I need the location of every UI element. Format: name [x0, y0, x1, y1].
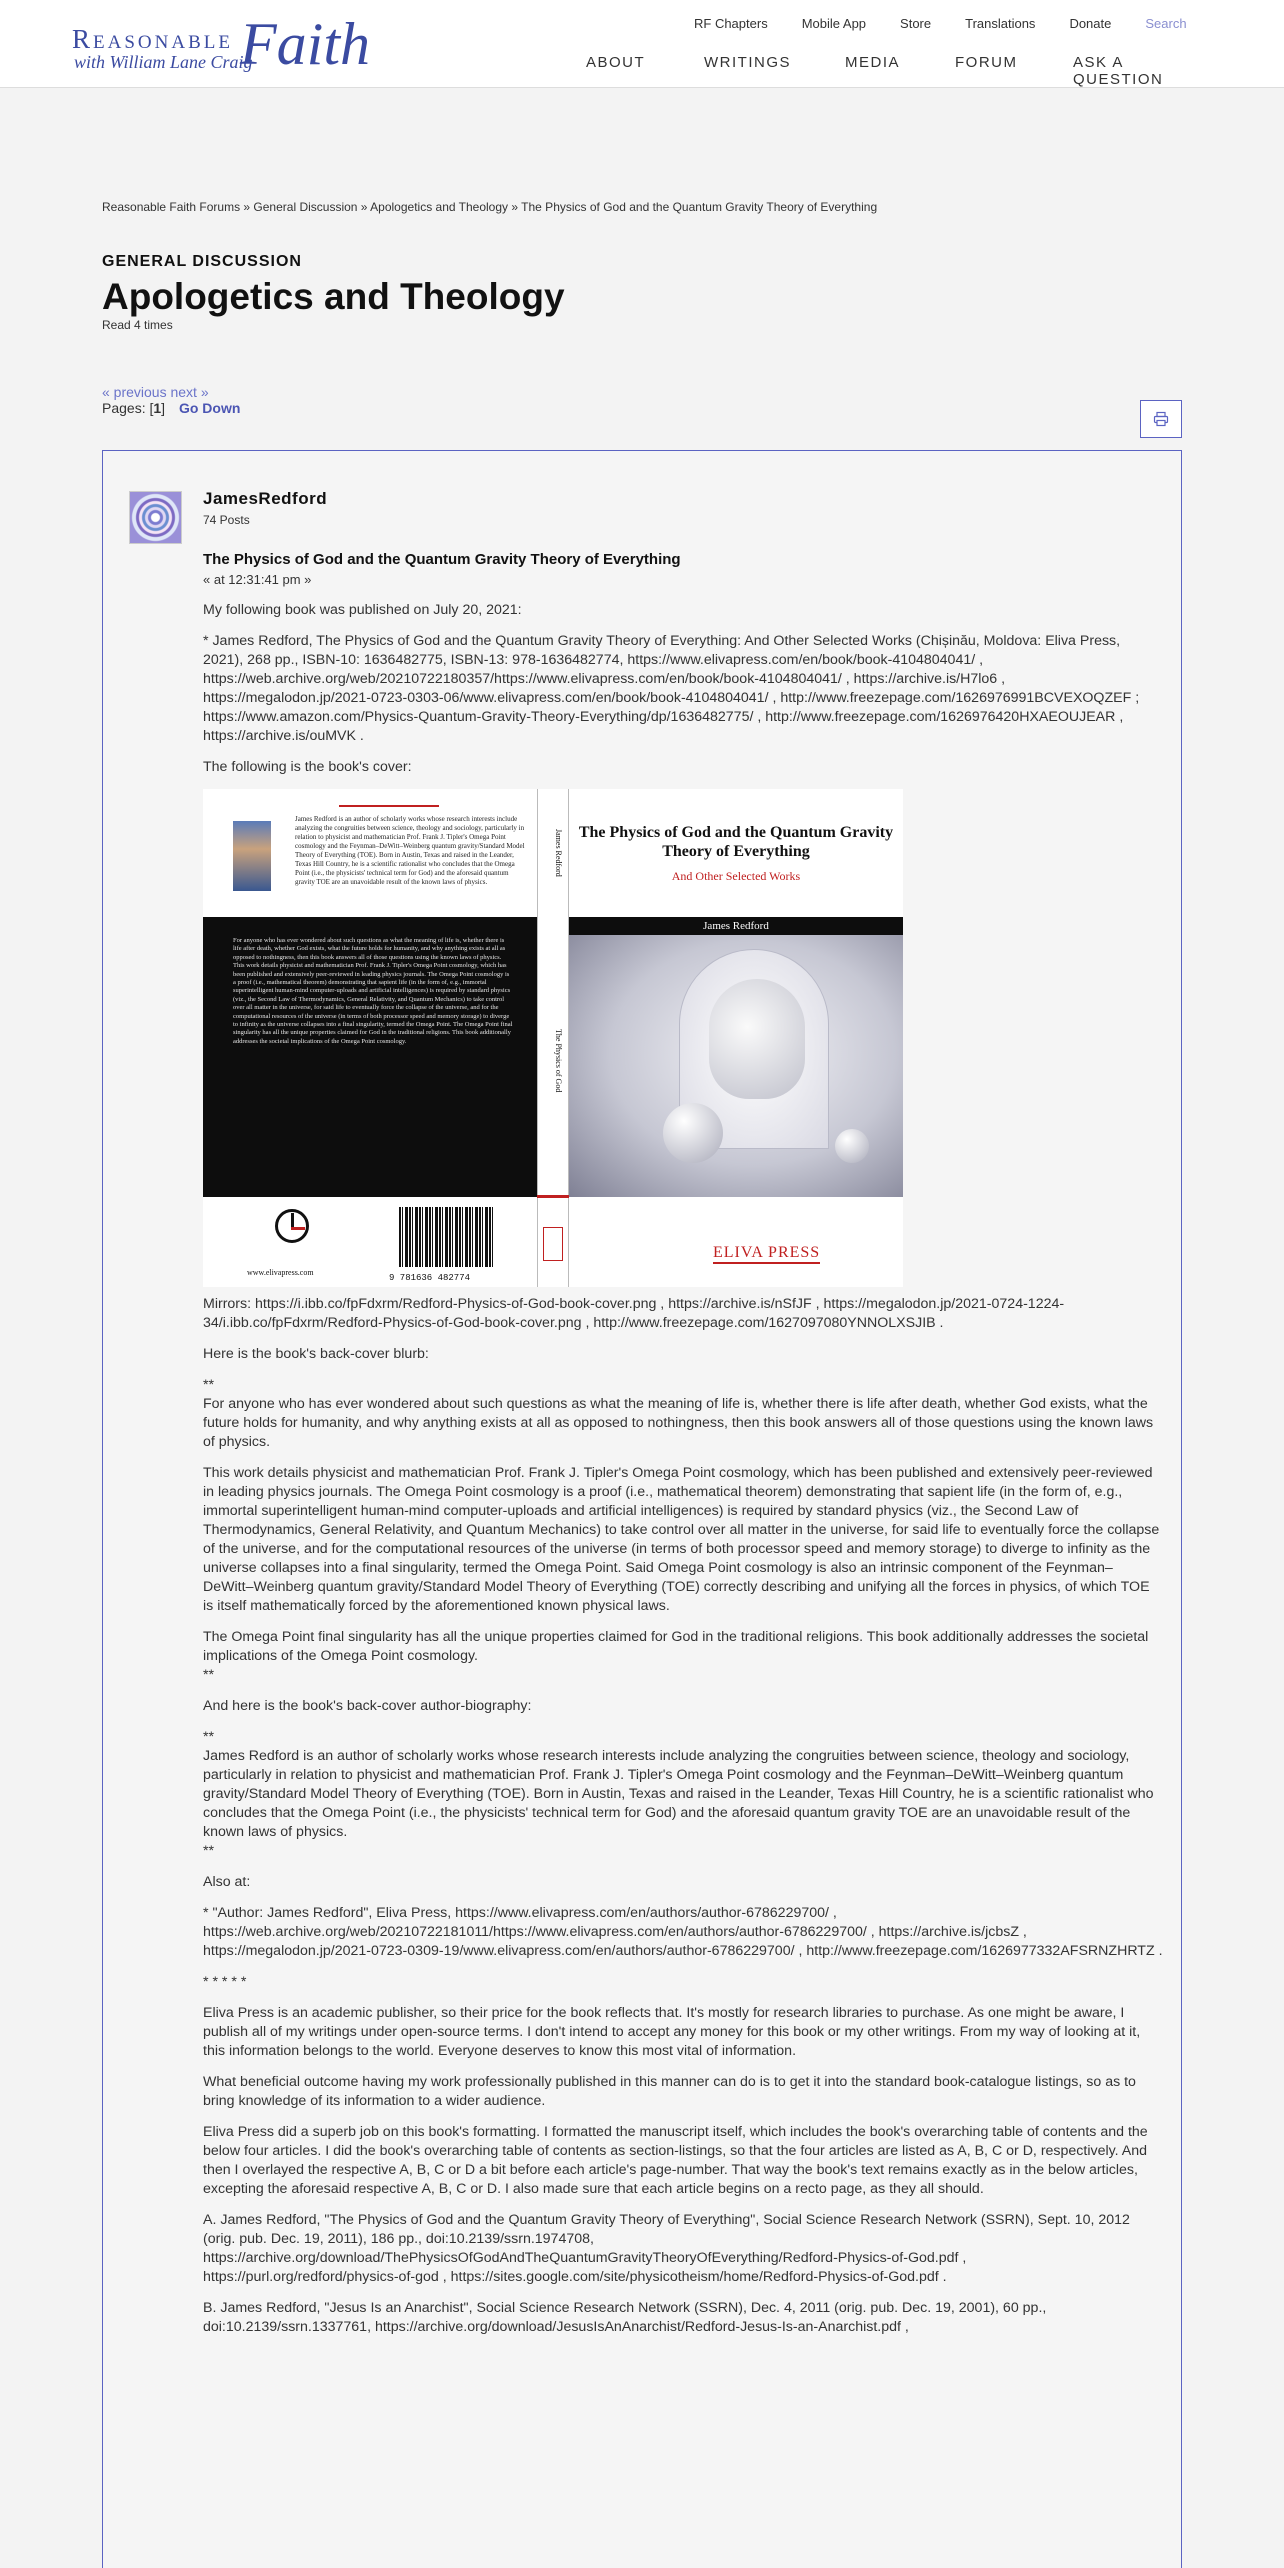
post-paragraph: Also at: — [203, 1874, 251, 1890]
cover-sphere — [835, 1129, 869, 1163]
post-paragraph: * James Redford, The Physics of God and the Quantum Gravity Theory of Everything: And Other Selected Works (Chișinău, Moldova: Eliva Press, 2021), 268 pp., ISBN-10: 1636482775, ISBN-13: 978-1636482774, https://www.elivapress.com/en/book/book-4104804041/ , https://web.archive.org/web/20210722180357/https://www.elivapress.com/en/book/book-4104804041/ , https://archive.is/H7lo6 , https://megalodon.jp/2021-0723-0303-06/www.elivapress.com/en/book/book-4104804041/ , http://www.freezepage.com/1626976991BCVEXOQZEF ; https://www.amazon.com/Physics-Quantum-Gravity-Theory-Everything/dp/1636482775/ , http://www.freezepage.com/1626976420HXAEOUJEAR , https://archive.is/ouMVK . — [203, 633, 1140, 744]
pagination — [102, 400, 240, 416]
print-button[interactable] — [1140, 400, 1182, 438]
post-paragraph: * "Author: James Redford", Eliva Press, https://www.elivapress.com/en/authors/author-6786229700/ , https://web.archive.org/web/20210722181011/https://www.elivapress.com/en/authors/author-6786229700/ , https://archive.is/jcbsZ , https://megalodon.jp/2021-0723-0309-19/www.elivapress.com/en/authors/author-6786229700/ , http://www.freezepage.com/1626977332AFSRNZHRTZ . — [203, 1905, 1163, 1959]
post-paragraph: Eliva Press did a superb job on this book's formatting. I formatted the manuscript itself, which includes the book's overarching table of contents and the below four articles. I did the book's overarching table of contents as section-listings, so that the four articles are listed as A, B, C or D, respectively. And then I overlayed the respective A, B, C or D a bit before each article's page-number. That way the book's text remains exactly as in the below articles, excepting the aforesaid respective A, B, C or D. I also made sure that each article begins on a recto page, as they all should. — [203, 2124, 1148, 2197]
breadcrumb-separator: » — [508, 200, 522, 214]
post-author[interactable]: JamesRedford — [203, 489, 328, 508]
util-link-rf-chapters[interactable]: RF Chapters — [694, 16, 768, 31]
printer-icon — [1153, 411, 1169, 427]
cover-author-bio: James Redford is an author of scholarly works whose research interests include analyzing the congruities between science, theology and sociology, particularly in relation to physicist and mathematician Prof. Frank J. Tipler's Omega Point cosmology and the Feynman–DeWitt–Weinberg quantum gravity/Standard Model Theory of Everything (TOE). Born in Austin, Texas and raised in the Leander, Texas Hill Country, he is a scientific rationalist who concludes that the Omega Point (i.e., the physicists' technical term for God) and the aforesaid quantum gravity TOE are an unavoidable result of the known laws of physics. — [295, 815, 525, 886]
post-paragraph: * * * * * — [203, 1974, 247, 1990]
cover-subtitle: And Other Selected Works — [671, 869, 801, 883]
search-input[interactable]: Search — [1145, 16, 1187, 31]
book-cover-image — [203, 789, 903, 1287]
spine-rule — [537, 1195, 569, 1198]
post-body — [203, 601, 1163, 2349]
breadcrumb-link-board[interactable]: Apologetics and Theology — [370, 200, 509, 214]
spine-publisher-logo — [543, 1227, 563, 1261]
cover-title: The Physics of God and the Quantum Gravity Theory of Everything — [578, 824, 894, 860]
post-paragraph: And here is the book's back-cover author-biography: — [203, 1698, 532, 1714]
post-title[interactable]: The Physics of God and the Quantum Gravity Theory of Everything — [203, 551, 681, 568]
spine-author: James Redford — [554, 829, 563, 877]
util-link-donate[interactable]: Donate — [1069, 16, 1112, 31]
nav-forum[interactable]: FORUM — [955, 54, 1018, 71]
clock-hand — [291, 1227, 305, 1230]
util-link-translations[interactable]: Translations — [965, 16, 1036, 31]
publisher-logo: ELIVA PRESS — [713, 1243, 820, 1264]
post-paragraph: My following book was published on July 20, 2021: — [203, 602, 522, 618]
post-timestamp: « at 12:31:41 pm » — [203, 572, 312, 587]
previous-topic-link[interactable]: « previous — [102, 384, 167, 400]
nav-ask-a-question[interactable]: ASK A QUESTION — [1073, 54, 1164, 88]
go-down-link[interactable]: Go Down — [178, 400, 241, 416]
post-paragraph: For anyone who has ever wondered about such questions as what the meaning of life is, whether there is life after death, whether God exists, what the future holds for humanity, and why anything exists at all as opposed to nothingness, then this book answers all of those questions using the known laws of physics. — [203, 1396, 1154, 1450]
breadcrumb-separator: » — [240, 200, 254, 214]
forum-post — [102, 450, 1182, 2568]
current-page: 1 — [153, 400, 162, 416]
post-paragraph: A. James Redford, "The Physics of God and the Quantum Gravity Theory of Everything", Social Science Research Network (SSRN), Sept. 10, 2012 (orig. pub. Dec. 19, 2011), 186 pp., doi:10.2139/ssrn.1974708, https://archive.org/download/ThePhysicsOfGodAndTheQuantumGravityTheoryOfEverything/Redford-Physics-of-God.pdf , https://purl.org/redford/physics-of-god , https://sites.google.com/site/physicotheism/home/Redford-Physics-of-God.pdf . — [203, 2212, 1130, 2285]
cover-press-url: www.elivapress.com — [247, 1268, 314, 1277]
nav-writings[interactable]: WRITINGS — [704, 54, 791, 71]
post-paragraph: Eliva Press is an academic publisher, so their price for the book reflects that. It's mostly for research libraries to purchase. As one might be aware, I publish all of my writings under open-source terms. I don't intend to accept any money for this book or my other writings. From my way of looking at it, this information belongs to the world. Everyone deserves to know this most vital of information. — [203, 2005, 1141, 2059]
cover-sphere — [663, 1103, 723, 1163]
page-title: Apologetics and Theology — [102, 276, 565, 317]
cover-blurb: For anyone who has ever wondered about such questions as what the meaning of life is, whether there is life after death, whether God exists, what the future holds for humanity, and why anything exists at all as opposed to nothingness, then this book answers all of those questions using the known laws of physics. This work details physicist and mathematician Prof. Frank J. Tipler's Omega Point cosmology, which has been published and extensively peer-reviewed in leading physics journals. The Omega Point cosmology is a proof (i.e., mathematical theorem) demonstrating that sapient life (in the form of, e.g., immortal superintelligent human-mind computer-uploads and artificial intelligences) is required by standard physics (viz., the Second Law of Thermodynamics, General Relativity, and Quantum Mechanics) to take control over all matter in the universe, for said life to eventually force the collapse of the universe, and for the computational resources of the universe (in terms of both processor speed and memory storage) to diverge to infinity as the universe collapses into a final singularity, termed the Omega Point. The Omega Point final singularity has all the unique properties claimed for God in the traditional religions. This book additionally addresses the societal implications of the Omega Point cosmology. — [233, 937, 513, 1045]
breadcrumb-separator: » — [357, 200, 371, 214]
section-label: GENERAL DISCUSSION — [102, 253, 302, 270]
avatar[interactable] — [129, 491, 182, 544]
post-paragraph: This work details physicist and mathematician Prof. Frank J. Tipler's Omega Point cosmology, which has been published and extensively peer-reviewed in leading physics journals. The Omega Point cosmology is a proof (i.e., mathematical theorem) demonstrating that sapient life (in the form of, e.g., immortal superintelligent human-mind computer-uploads and artificial intelligences) is required by standard physics (viz., the Second Law of Thermodynamics, General Relativity, and Quantum Mechanics) to take control over all matter in the universe, for said life to eventually force the collapse of the universe, and for the computational resources of the universe (in terms of both processor speed and memory storage) to diverge to infinity as the universe collapses into a final singularity, termed the Omega Point. Said Omega Point cosmology is also an intrinsic component of the Feynman–DeWitt–Weinberg quantum gravity/Standard Model Theory of Everything (TOE) correctly describing and unifying all the forces in physics, of which TOE is itself mathematically forced by the aforementioned known physical laws. — [203, 1465, 1160, 1614]
logo-wordmark: Reasonable — [72, 24, 233, 54]
site-logo[interactable] — [72, 10, 412, 80]
breadcrumb-link-general-discussion[interactable]: General Discussion — [253, 200, 358, 214]
main-nav — [586, 54, 1213, 88]
cover-rule — [339, 805, 439, 807]
pages-label-close: ] — [161, 400, 166, 416]
nav-about[interactable]: ABOUT — [586, 54, 646, 71]
author-photo — [233, 821, 271, 891]
util-link-store[interactable]: Store — [900, 16, 932, 31]
breadcrumb-link-forums[interactable]: Reasonable Faith Forums — [102, 200, 241, 214]
pages-label: Pages: [ — [102, 400, 154, 416]
barcode — [399, 1207, 495, 1267]
cover-front-bottom — [569, 1197, 903, 1287]
read-count: Read 4 times — [102, 318, 173, 332]
barcode-number: 9 781636 482774 — [389, 1273, 471, 1283]
util-link-mobile-app[interactable]: Mobile App — [801, 16, 867, 31]
cover-author-band: James Redford — [569, 917, 903, 935]
post-paragraph: ** James Redford is an author of scholarly works whose research interests include analyzing the congruities between science, theology and sociology, particularly in relation to physicist and mathematician Prof. Frank J. Tipler's Omega Point cosmology and the Feynman–DeWitt–Weinberg quantum gravity/Standard Model Theory of Everything (TOE). Born in Austin, Texas and raised in the Leander, Texas Hill Country, he is a scientific rationalist who concludes that the Omega Point (i.e., the physicists' technical term for God) and the aforesaid quantum gravity TOE are an unavoidable result of the known laws of physics. ** — [203, 1729, 1154, 1859]
nav-media[interactable]: MEDIA — [845, 54, 901, 71]
author-post-count: 74 Posts — [203, 513, 250, 527]
topic-navigation — [102, 384, 209, 400]
post-paragraph: Mirrors: https://i.ibb.co/fpFdxrm/Redford-Physics-of-God-book-cover.png , https://archive.is/nSfJF , https://megalodon.jp/2021-0724-1224-34/i.ibb.co/fpFdxrm/Redford-Physics-of-God-book-cover.png , http://www.freezepage.com/1627097080YNNOLXSJIB . — [203, 1296, 1065, 1331]
post-paragraph: Here is the book's back-cover blurb: — [203, 1346, 429, 1362]
post-paragraph: The following is the book's cover: — [203, 759, 412, 775]
post-paragraph: What beneficial outcome having my work professionally published in this manner can do is to get it into the standard book-catalogue listings, so as to bring knowledge of its information to a wider audience. — [203, 2074, 1136, 2109]
cover-statue-head — [709, 979, 805, 1099]
post-paragraph: ** — [203, 1377, 215, 1393]
breadcrumb-link-topic[interactable]: The Physics of God and the Quantum Gravity Theory of Everything — [521, 200, 878, 214]
spine-title: The Physics of God — [554, 1029, 563, 1093]
site-header — [0, 0, 1284, 88]
next-topic-link[interactable]: next » — [170, 384, 209, 400]
utility-nav — [694, 16, 1187, 31]
post-paragraph: B. James Redford, "Jesus Is an Anarchist", Social Science Research Network (SSRN), Dec. 4, 2011 (orig. pub. Dec. 19, 2001), 60 pp., doi:10.2139/ssrn.1337761, https://archive.org/download/JesusIsAnAnarchist/Redford-Jesus-Is-an-Anarchist.pdf , — [203, 2300, 1047, 2335]
breadcrumb — [102, 200, 877, 214]
post-paragraph: The Omega Point final singularity has all the unique properties claimed for God in the traditional religions. This book additionally addresses the societal implications of the Omega Point cosmology. ** — [203, 1629, 1149, 1683]
logo-script: Faith — [240, 11, 370, 77]
logo-subtitle: with William Lane Craig — [74, 52, 253, 72]
